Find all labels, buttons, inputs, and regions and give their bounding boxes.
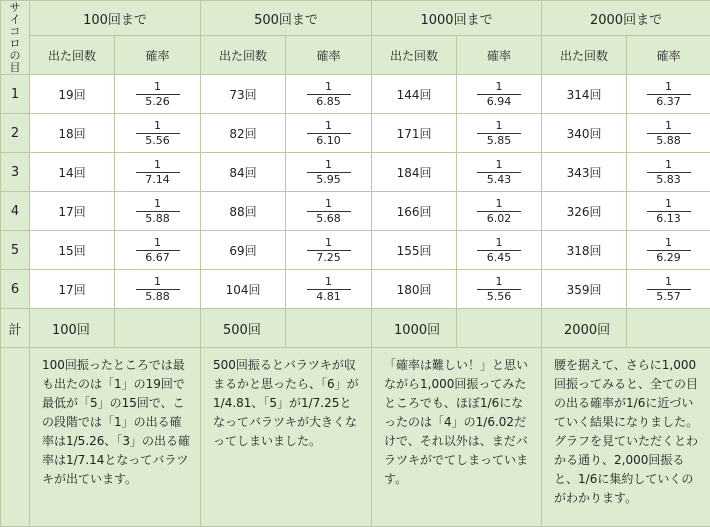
fraction-denominator: 6.10 (307, 135, 351, 147)
fraction (136, 81, 180, 108)
fraction-numerator: 1 (477, 120, 521, 132)
fraction (136, 120, 180, 147)
empty-cell (286, 309, 372, 348)
probability-cell (627, 270, 710, 309)
fraction-numerator: 1 (307, 81, 351, 93)
count-cell: 144回 (372, 75, 457, 114)
count-header: 出た回数 (372, 36, 457, 75)
fraction-numerator: 1 (136, 159, 180, 171)
fraction-numerator: 1 (647, 159, 691, 171)
fraction (136, 159, 180, 186)
fraction-denominator: 5.68 (307, 213, 351, 225)
table-row (1, 192, 710, 231)
fraction (307, 120, 351, 147)
table-row (1, 270, 710, 309)
probability-cell (286, 153, 372, 192)
fraction-denominator: 6.67 (136, 252, 180, 264)
fraction-denominator: 7.25 (307, 252, 351, 264)
fraction-denominator: 6.02 (477, 213, 521, 225)
probability-cell (457, 75, 542, 114)
empty-cell (457, 309, 542, 348)
fraction-numerator: 1 (307, 276, 351, 288)
count-cell: 69回 (201, 231, 286, 270)
total-label: 計 (1, 309, 30, 348)
fraction-numerator: 1 (647, 120, 691, 132)
probability-cell (286, 270, 372, 309)
table-row (1, 114, 710, 153)
fraction-numerator: 1 (647, 237, 691, 249)
fraction-numerator: 1 (477, 237, 521, 249)
fraction-numerator: 1 (136, 237, 180, 249)
count-cell: 171回 (372, 114, 457, 153)
fraction (477, 81, 521, 108)
note-100: 100回振ったところでは最も出たのは「1」の19回で最低が「5」の15回で、この段階では「1」の出る確率は1/5.26、「3」の出る確率は1/7.14となってバラツキが出ています。 (30, 348, 201, 527)
fraction-denominator: 5.57 (647, 291, 691, 303)
probability-cell (115, 270, 201, 309)
probability-cell (115, 153, 201, 192)
count-cell: 73回 (201, 75, 286, 114)
count-cell: 18回 (30, 114, 115, 153)
table-row (1, 231, 710, 270)
count-cell: 17回 (30, 192, 115, 231)
fraction (307, 159, 351, 186)
probability-cell (457, 231, 542, 270)
fraction (136, 276, 180, 303)
fraction-numerator: 1 (647, 81, 691, 93)
fraction (307, 81, 351, 108)
group-header-100: 100回まで (30, 1, 201, 36)
fraction-denominator: 6.45 (477, 252, 521, 264)
count-cell: 359回 (542, 270, 627, 309)
fraction-denominator: 6.94 (477, 96, 521, 108)
fraction (136, 237, 180, 264)
probability-cell (286, 114, 372, 153)
dice-face-label: 6 (1, 270, 30, 309)
fraction (477, 120, 521, 147)
note-2000: 腰を据えて、さらに1,000回振ってみると、全ての目の出る確率が1/6に近づいていく結果になりました。グラフを見ていただくとわかる通り、2,000回振ると、1/6に集約していくのがわかります。 (542, 348, 710, 527)
fraction-numerator: 1 (136, 276, 180, 288)
empty-cell (115, 309, 201, 348)
fraction-numerator: 1 (647, 198, 691, 210)
fraction (647, 276, 691, 303)
count-header: 出た回数 (542, 36, 627, 75)
probability-cell (627, 231, 710, 270)
total-cell: 500回 (201, 309, 286, 348)
fraction-denominator: 4.81 (307, 291, 351, 303)
count-cell: 326回 (542, 192, 627, 231)
probability-cell (627, 153, 710, 192)
count-cell: 88回 (201, 192, 286, 231)
fraction-numerator: 1 (307, 159, 351, 171)
fraction-numerator: 1 (307, 120, 351, 132)
table-row (1, 75, 710, 114)
dice-face-label: 1 (1, 75, 30, 114)
fraction-numerator: 1 (136, 81, 180, 93)
probability-cell (457, 270, 542, 309)
fraction-denominator: 5.88 (136, 213, 180, 225)
count-cell: 104回 (201, 270, 286, 309)
fraction (307, 198, 351, 225)
count-cell: 314回 (542, 75, 627, 114)
count-header: 出た回数 (201, 36, 286, 75)
probability-header: 確率 (627, 36, 710, 75)
data-rows (1, 75, 710, 309)
fraction-denominator: 6.29 (647, 252, 691, 264)
fraction-denominator: 5.56 (136, 135, 180, 147)
fraction-denominator: 5.95 (307, 174, 351, 186)
count-header: 出た回数 (30, 36, 115, 75)
fraction-denominator: 5.83 (647, 174, 691, 186)
fraction-numerator: 1 (477, 198, 521, 210)
fraction (477, 198, 521, 225)
total-cell: 1000回 (372, 309, 457, 348)
dice-face-label: 4 (1, 192, 30, 231)
count-cell: 180回 (372, 270, 457, 309)
count-cell: 17回 (30, 270, 115, 309)
fraction-denominator: 5.43 (477, 174, 521, 186)
probability-header: 確率 (457, 36, 542, 75)
fraction-denominator: 5.88 (647, 135, 691, 147)
fraction (477, 237, 521, 264)
fraction-numerator: 1 (307, 198, 351, 210)
fraction (307, 276, 351, 303)
fraction (136, 198, 180, 225)
fraction (647, 237, 691, 264)
fraction-numerator: 1 (307, 237, 351, 249)
fraction-denominator: 7.14 (136, 174, 180, 186)
probability-cell (627, 75, 710, 114)
probability-cell (286, 231, 372, 270)
fraction-numerator: 1 (477, 276, 521, 288)
fraction (477, 159, 521, 186)
total-cell: 100回 (30, 309, 115, 348)
fraction-denominator: 5.85 (477, 135, 521, 147)
fraction-denominator: 6.37 (647, 96, 691, 108)
fraction-denominator: 5.88 (136, 291, 180, 303)
fraction (307, 237, 351, 264)
note-500: 500回振るとバラツキが収まるかと思ったら、「6」が1/4.81、「5」が1/7.25となってバラツキが大きくなってしまいました。 (201, 348, 372, 527)
count-cell: 318回 (542, 231, 627, 270)
fraction-numerator: 1 (136, 120, 180, 132)
probability-cell (115, 192, 201, 231)
count-cell: 19回 (30, 75, 115, 114)
fraction (647, 120, 691, 147)
count-cell: 155回 (372, 231, 457, 270)
fraction (477, 276, 521, 303)
fraction-numerator: 1 (647, 276, 691, 288)
probability-cell (115, 114, 201, 153)
count-cell: 84回 (201, 153, 286, 192)
table-row (1, 153, 710, 192)
fraction-denominator: 6.13 (647, 213, 691, 225)
count-cell: 343回 (542, 153, 627, 192)
probability-cell (457, 192, 542, 231)
probability-cell (286, 75, 372, 114)
probability-cell (457, 153, 542, 192)
fraction-denominator: 5.56 (477, 291, 521, 303)
total-cell: 2000回 (542, 309, 627, 348)
probability-header: 確率 (115, 36, 201, 75)
dice-face-label: 3 (1, 153, 30, 192)
fraction-numerator: 1 (136, 198, 180, 210)
count-cell: 166回 (372, 192, 457, 231)
dice-face-header: サ イ コ ロ の 目 (1, 1, 30, 75)
fraction-numerator: 1 (477, 81, 521, 93)
fraction (647, 159, 691, 186)
fraction-numerator: 1 (477, 159, 521, 171)
fraction (647, 198, 691, 225)
count-cell: 184回 (372, 153, 457, 192)
fraction (647, 81, 691, 108)
probability-cell (115, 75, 201, 114)
count-cell: 15回 (30, 231, 115, 270)
probability-cell (286, 192, 372, 231)
group-header-500: 500回まで (201, 1, 372, 36)
group-header-1000: 1000回まで (372, 1, 542, 36)
probability-cell (627, 192, 710, 231)
fraction-denominator: 5.26 (136, 96, 180, 108)
count-cell: 82回 (201, 114, 286, 153)
count-cell: 14回 (30, 153, 115, 192)
count-cell: 340回 (542, 114, 627, 153)
probability-cell (627, 114, 710, 153)
probability-header: 確率 (286, 36, 372, 75)
dice-face-label: 2 (1, 114, 30, 153)
fraction-denominator: 6.85 (307, 96, 351, 108)
note-1000: 「確率は難しい！」と思いながら1,000回振ってみたところでも、ほぼ1/6になったのは「4」の1/6.02だけで、それ以外は、まだバラツキがでてしまっています。 (372, 348, 542, 527)
group-header-2000: 2000回まで (542, 1, 710, 36)
probability-cell (115, 231, 201, 270)
notes-label-cell (1, 348, 30, 527)
probability-cell (457, 114, 542, 153)
dice-face-label: 5 (1, 231, 30, 270)
empty-cell (627, 309, 710, 348)
